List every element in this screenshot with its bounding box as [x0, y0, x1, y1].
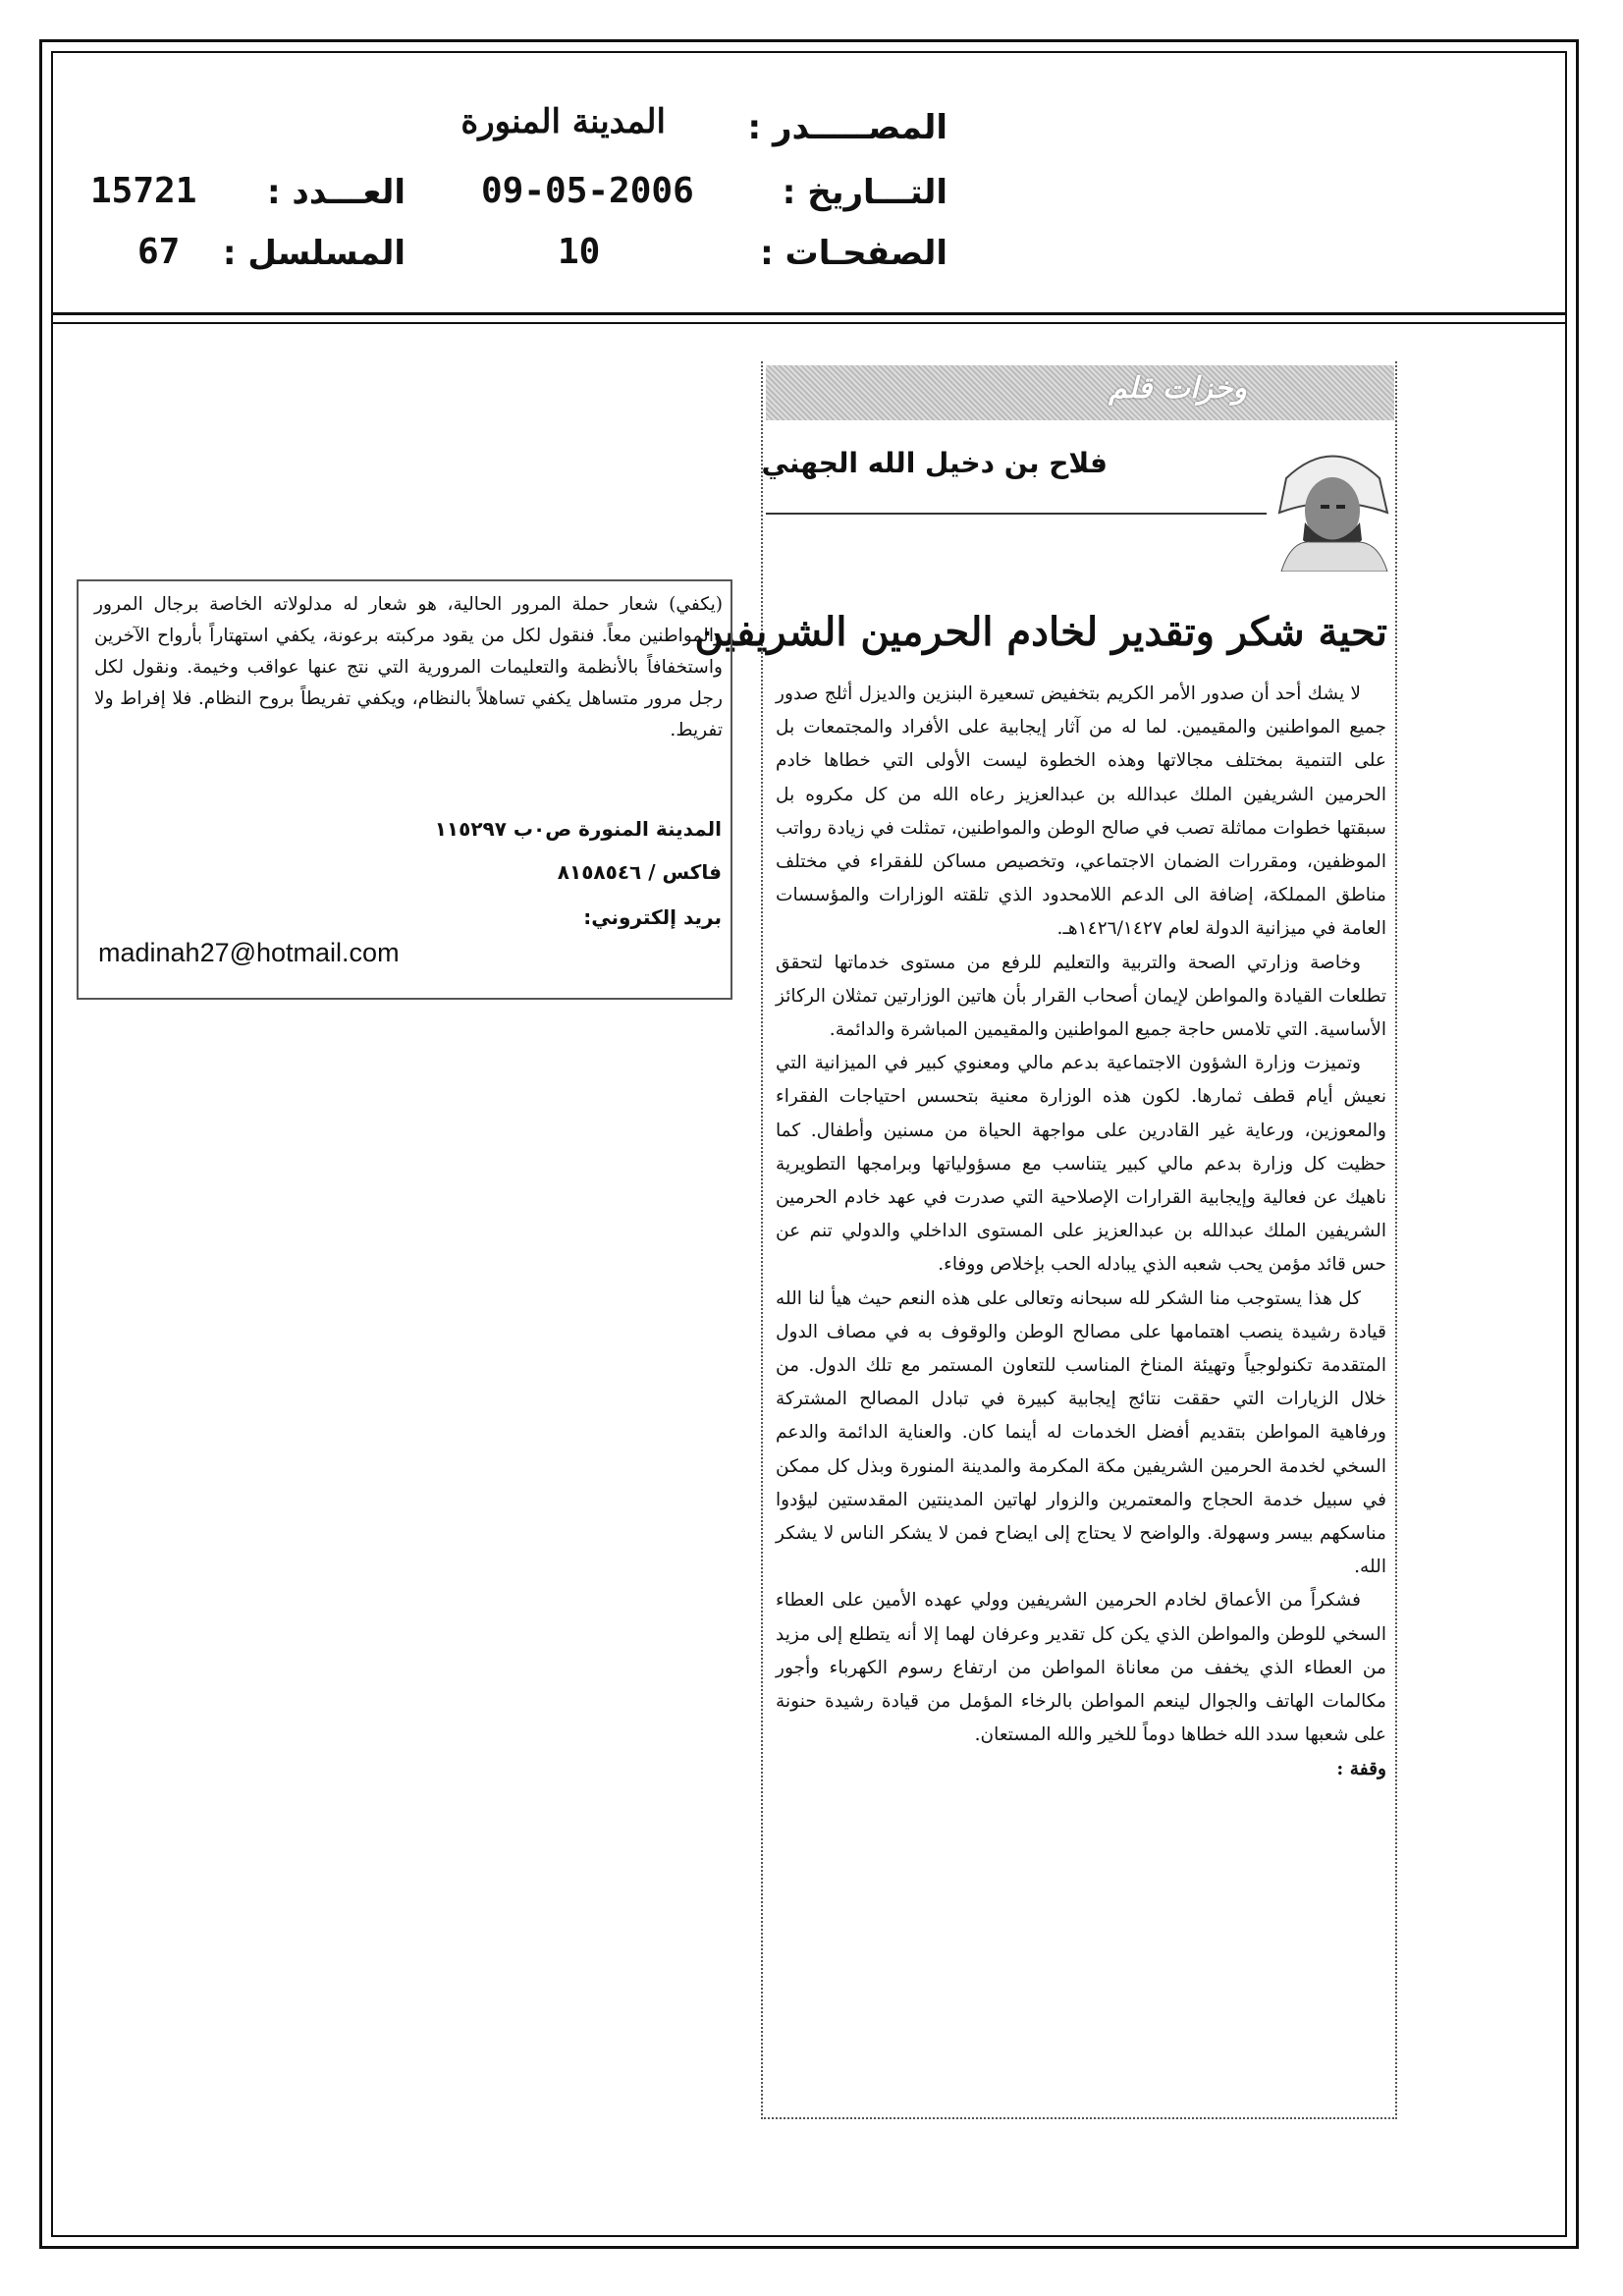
- article-paragraph: فشكراً من الأعماق لخادم الحرمين الشريفين وولي عهده الأمين على العطاء السخي للوطن والمواطن الذي يكن كل تقدير وعرفان لهما إلا أنه يتطلع إلى مزيد من العطاء الذي يخفف من معاناة المواطن من ارتفاع رسوم الكهرباء وأجور مكالمات الهاتف والجوال لينعم المواطن بالرخاء المؤمل من قيادة رشيدة حنونة على شعبها سدد الله خطاها دوماً للخير والله المستعان.: [776, 1590, 1386, 1746]
- header-divider: [51, 312, 1567, 315]
- article-headline: تحية شكر وتقدير لخادم الحرمين الشريفين: [694, 609, 1387, 655]
- date-value: 09-05-2006: [481, 171, 694, 211]
- article-endnote: وقفة :: [1336, 1758, 1386, 1779]
- column-banner-title: وخزات قلم: [1109, 371, 1247, 406]
- serial-value: 67: [137, 232, 181, 272]
- source-label: المصـــــدر :: [747, 108, 947, 147]
- sidebar-address: المدينة المنورة ص٠ب ١١٥٢٩٧: [434, 817, 722, 841]
- column-banner: [766, 365, 1394, 420]
- pages-value: 10: [558, 232, 601, 272]
- issue-label: العـــدد :: [267, 173, 406, 212]
- source-value: المدينة المنورة: [460, 102, 666, 141]
- sidebar-email: madinah27@hotmail.com: [98, 938, 400, 967]
- issue-value: 15721: [90, 171, 197, 211]
- header-divider-thin: [51, 322, 1567, 324]
- author-photo: [1271, 424, 1394, 572]
- article-paragraph: وتميزت وزارة الشؤون الاجتماعية بدعم مالي ومعنوي كبير في الميزانية التي نعيش أيام قطف ثمارها. لكون هذه الوزارة معنية بتحسس احتياجات الفقراء والمعوزين، ورعاية غير القادرين على مواجهة الحياة من مسنين وأطفال. كما حظيت كل وزارة بدعم مالي كبير يتناسب مع مسؤولياتها وبرامجها التطويرية ناهيك عن فعالية وإيجابية القرارات الإصلاحية التي صدرت في عهد خادم الحرمين الشريفين الملك عبدالله بن عبدالعزيز على المستوى الداخلي والدولي تنم عن حس قائد مؤمن يحب شعبه الذي يبادله الحب بإخلاص ووفاء.: [776, 1053, 1386, 1276]
- sidebar-text: (يكفي) شعار حملة المرور الحالية، هو شعار له مدلولاته الخاصة برجال المرور والمواطنين معاً. فنقول لكل من يقود مركبته برعونة، يكفي استهتاراً بأرواح الآخرين واستخفافاً بالأنظمة والتعليمات المرورية التي نتج عنها عواقب وخيمة. ونقول لكل رجل مرور متساهل يكفي تساهلاً بالنظام، ويكفي تفريطاً بروح النظام. فلا إفراط ولا تفريط.: [94, 594, 723, 740]
- serial-label: المسلسل :: [222, 234, 406, 273]
- author-underline: [766, 513, 1267, 515]
- pages-label: الصفحـات :: [760, 234, 947, 273]
- article-paragraph: لا يشك أحد أن صدور الأمر الكريم بتخفيض تسعيرة البنزين والديزل أثلج صدور جميع المواطنين والمقيمين. لما له من آثار إيجابية على الأفراد والمجتمعات بل على التنمية بمختلف مجالاتها وهذه الخطوة ليست الأولى التي خطاها خادم الحرمين الشريفين الملك عبدالله بن عبدالعزيز رعاه الله من كل مكروه بل سبقتها خطوات مماثلة تصب في صالح الوطن والمواطنين، تمثلت في زيادة رواتب الموظفين، ومقررات الضمان الاجتماعي، وتخصيص مساكن للفقراء في مختلف مناطق المملكة، إضافة الى الدعم اللامحدود الذي تلقته الوزارات والمؤسسات العامة في ميزانية الدولة لعام ١٤٢٦/١٤٢٧هـ.: [776, 683, 1386, 940]
- sidebar-fax: فاكس / ٨١٥٨٥٤٦: [557, 860, 722, 884]
- sidebar-email-label: بريد إلكتروني:: [583, 905, 722, 929]
- article-paragraph: وخاصة وزارتي الصحة والتربية والتعليم للرفع من مستوى خدماتها لتحقق تطلعات القيادة والمواطن لإيمان أصحاب القرار بأن هاتين الوزارتين تمثلان الركائز الأساسية. التي تلامس حاجة جميع المواطنين والمقيمين المباشرة والدائمة.: [776, 952, 1386, 1041]
- author-name: فلاح بن دخيل الله الجهني: [761, 447, 1108, 479]
- article-paragraph: كل هذا يستوجب منا الشكر لله سبحانه وتعالى على هذه النعم حيث هيأ لنا الله قيادة رشيدة ينصب اهتمامها على مصالح الوطن والوقوف به في مصاف الدول المتقدمة تكنولوجياً وتهيئة المناخ المناسب للتعاون المستمر مع تلك الدول. من خلال الزيارات التي حققت نتائج إيجابية كبيرة في تبادل المصالح المشتركة ورفاهية المواطن بتقديم أفضل الخدمات له أينما كان. والعناية الدائمة والدعم السخي لخدمة الحرمين الشريفين مكة المكرمة والمدينة المنورة وبذل كل ممكن في سبيل خدمة الحجاج والمعتمرين والزوار لهاتين المدينتين المقدستين ليؤدوا مناسكهم بيسر وسهولة. والواضح لا يحتاج إلى ايضاح فمن لا يشكر الناس لا يشكر الله.: [776, 1287, 1386, 1578]
- date-label: التـــاريخ :: [782, 173, 947, 212]
- article-body: [776, 678, 1386, 1786]
